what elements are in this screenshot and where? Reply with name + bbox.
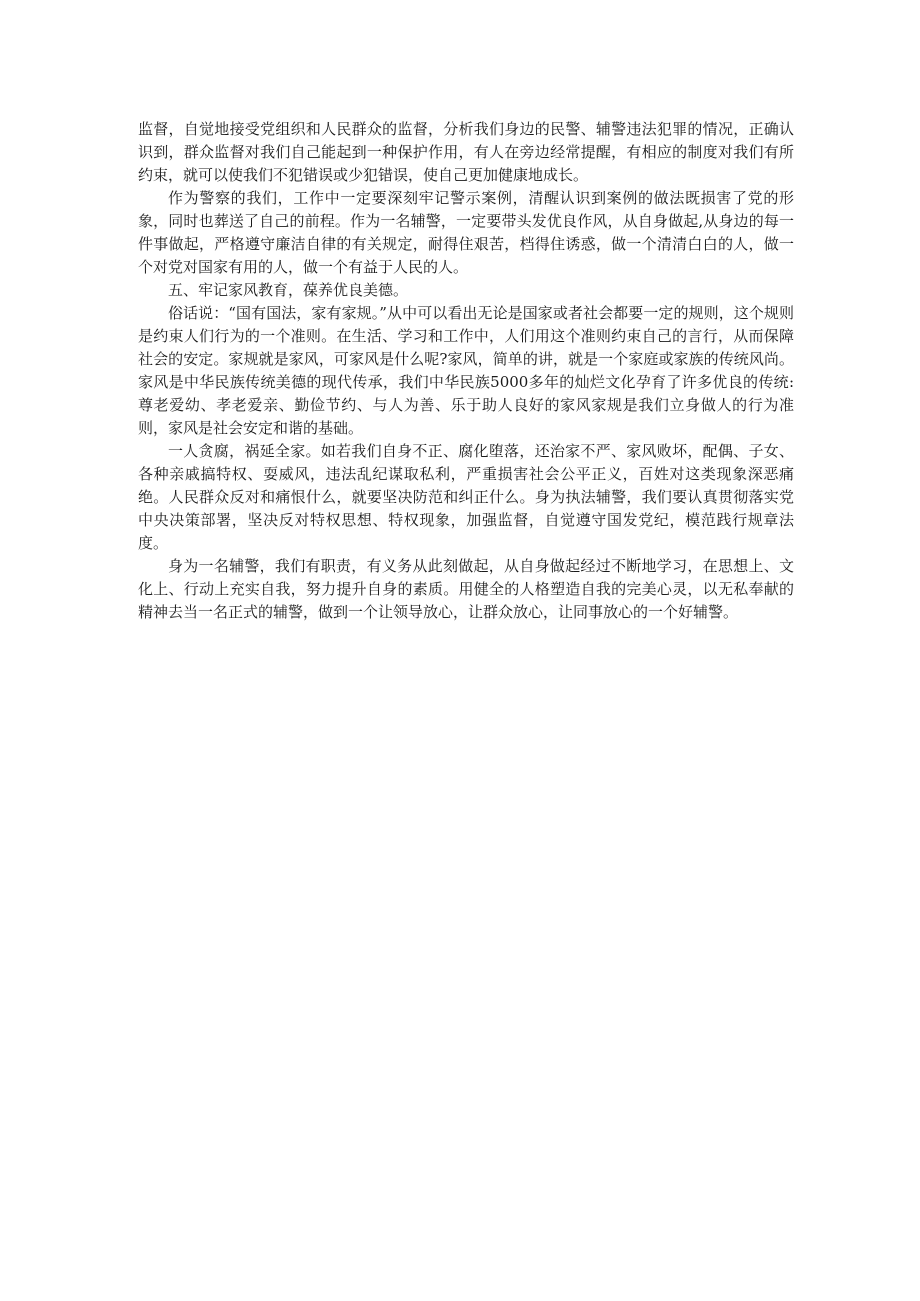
paragraph-conclusion: 身为一名辅警，我们有职责，有义务从此刻做起，从自身做起经过不断地学习，在思想上、文化上、行动上充实自我，努力提升自身的素质。用健全的人格塑造自我的完美心灵，以无私奉献的精神去当一名正式的辅警，做到一个让领导放心，让群众放心，让同事放心的一个好辅警。 <box>138 557 794 621</box>
paragraph-corruption: 一人贪腐，祸延全家。如若我们自身不正、腐化堕落，还治家不严、家风败坏，配偶、子女、各种亲戚搞特权、耍威风，违法乱纪谋取私利，严重损害社会公平正义，百姓对这类现象深恶痛绝。人民群众反对和痛恨什么，就要坚决防范和纠正什么。身为执法辅警，我们要认真贯彻落实党中央决策部署，坚决反对特权思想、特权现象，加强监督，自觉遵守国发党纪，模范践行规章法度。 <box>138 442 794 552</box>
document-body <box>138 118 794 624</box>
paragraph-family-rules: 俗话说：“国有国法，家有家规。”从中可以看出无论是国家或者社会都要一定的规则，这个规则是约束人们行为的一个准则。在生活、学习和工作中，人们用这个准则约束自己的言行，从而保障社会的安定。家规就是家风，可家风是什么呢?家风，简单的讲，就是一个家庭或家族的传统风尚。家风是中华民族传统美德的现代传承，我们中华民族5000多年的灿烂文化孕育了许多优良的传统:尊老爱幼、孝老爱亲、勤俭节约、与人为善、乐于助人良好的家风家规是我们立身做人的行为准则，家风是社会安定和谐的基础。 <box>138 304 794 437</box>
paragraph-supervision: 监督，自觉地接受党组织和人民群众的监督，分析我们身边的民警、辅警违法犯罪的情况，正确认识到，群众监督对我们自己能起到一种保护作用，有人在旁边经常提醒，有相应的制度对我们有所约束，就可以使我们不犯错误或少犯错误，使自己更加健康地成长。 <box>138 120 794 184</box>
section-heading-family-tradition: 五、牢记家风教育，葆养优良美德。 <box>168 281 409 299</box>
paragraph-warning-cases: 作为警察的我们，工作中一定要深刻牢记警示案例，清醒认识到案例的做法既损害了党的形象，同时也葬送了自己的前程。作为一名辅警，一定要带头发优良作风，从自身做起,从身边的每一件事做起，严格遵守廉洁自律的有关规定，耐得住艰苦，档得住诱惑，做一个清清白白的人，做一个对党对国家有用的人，做一个有益于人民的人。 <box>138 189 794 276</box>
